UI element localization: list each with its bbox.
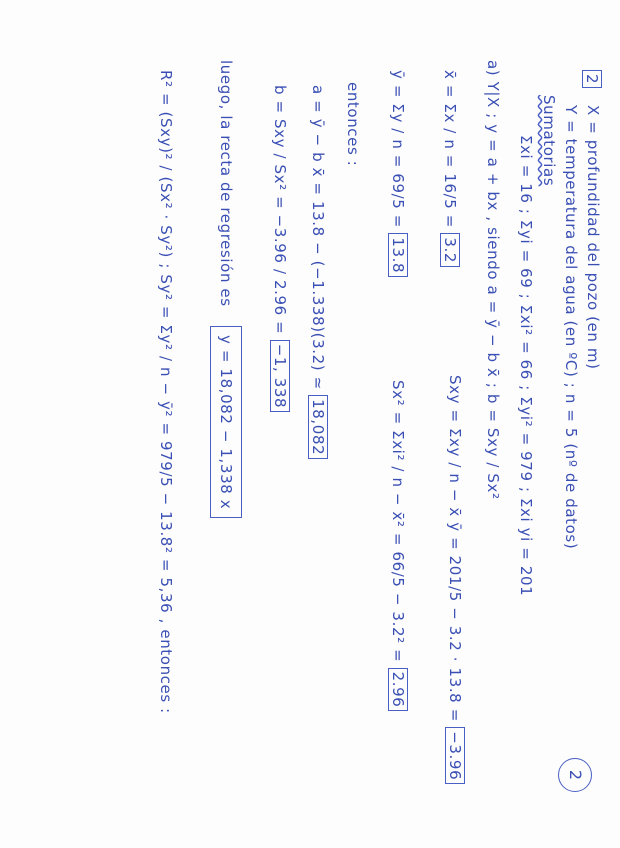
b-formula: b = Sxy / Sx² = −3.96 / 2.96 = — [271, 85, 289, 335]
problem-number: 2 — [582, 70, 602, 88]
ybar-formula: ȳ = Σy / n = 69/5 = — [389, 70, 407, 228]
sums-line: Σxi = 16 ; Σyi = 69 ; Σxi² = 66 ; Σyi² = 979 ; Σxi yi = 201 — [517, 135, 535, 597]
recta-label: luego, la recta de regresión es — [217, 60, 235, 307]
xbar-formula: x̄ = Σx / n = 16/5 = — [441, 70, 459, 228]
ybar-result: 13.8 — [388, 233, 408, 277]
b-line — [270, 85, 290, 412]
sxy-formula: Sxy = Σxy / n − x̄ ȳ = 201/5 − 3.2 · 13.8 = — [446, 375, 464, 722]
sxy-result: −3.96 — [445, 727, 465, 784]
regression-line-result: y = 18,082 − 1,338 x — [210, 326, 242, 518]
b-result: −1, 338 — [270, 340, 290, 412]
sxy-line — [445, 375, 465, 784]
sx2-line — [388, 380, 408, 711]
r2-line: R² = (Sxy)² / (Sx² · Sy²) ; Sy² = Σy² / n − ȳ² = 979/5 − 13.8² = 5,36 , entonces : — [157, 70, 175, 714]
x-definition: X = profundidad del pozo (en m) — [584, 105, 602, 370]
recta-line — [210, 60, 242, 518]
page-number: 2 — [558, 758, 592, 792]
y-definition: Y = temperatura del agua (en ºC) ; n = 5 (nº de datos) — [562, 105, 580, 550]
xbar-result: 3.2 — [440, 233, 460, 267]
sx2-result: 2.96 — [388, 668, 408, 712]
a-result: 18,082 — [308, 395, 328, 459]
a-line — [308, 85, 328, 459]
sums-title: Sumatorias — [540, 95, 558, 187]
ybar-line — [388, 70, 408, 277]
sx2-formula: Sx² = Σxi² / n − x̄² = 66/5 − 3.2² = — [389, 380, 407, 663]
part-a-model: a) Y|X ; y = a + bx , siendo a = ȳ − b x̄ ; b = Sxy / Sx² — [484, 60, 502, 500]
xbar-line — [440, 70, 460, 267]
entonces-label: entonces : — [344, 82, 362, 167]
a-formula: a = ȳ − b x̄ = 13.8 − (−1.338)(3.2) ≃ — [309, 85, 327, 390]
